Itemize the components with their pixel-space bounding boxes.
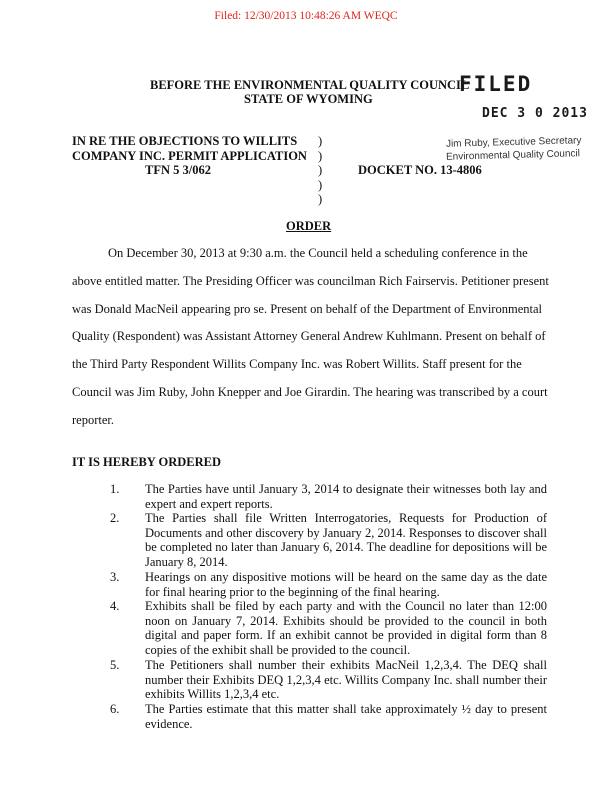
paragraph-line: the Third Party Respondent Willits Company Inc. was Robert Willits. Staff present for the bbox=[72, 357, 522, 371]
order-item-text: The Parties estimate that this matter shall take approximately ½ day to present evidence. bbox=[145, 702, 547, 731]
caption-line1: IN RE THE OBJECTIONS TO WILLITS bbox=[72, 134, 298, 148]
ordered-heading: IT IS HEREBY ORDERED bbox=[72, 455, 221, 469]
caption-line3: TFN 5 3/062 bbox=[145, 163, 211, 177]
stamp-council-name: Environmental Quality Council bbox=[445, 148, 581, 163]
paragraph-line: was Donald MacNeil appearing pro se. Present on behalf of the Department of Environmental bbox=[72, 302, 542, 316]
paragraph-line: On December 30, 2013 at 9:30 a.m. the Council held a scheduling conference in the bbox=[108, 246, 528, 260]
council-heading-line2: STATE OF WYOMING bbox=[244, 92, 373, 106]
stamp-secretary-name: Jim Ruby, Executive Secretary bbox=[445, 135, 582, 150]
caption-paren: ) bbox=[318, 192, 323, 206]
caption-paren: ) bbox=[318, 134, 323, 148]
item-number: 4. bbox=[110, 599, 120, 613]
order-item-text: The Parties have until January 3, 2014 to designate their witnesses both lay and expert and expert reports. bbox=[145, 482, 547, 511]
caption-line2: COMPANY INC. PERMIT APPLICATION bbox=[72, 149, 307, 163]
item-number: 5. bbox=[110, 658, 120, 672]
docket-number: DOCKET NO. 13-4806 bbox=[358, 163, 482, 177]
order-item-text: Hearings on any dispositive motions will be heard on the same day as the date for final hearing prior to the beginning of the final hearing. bbox=[145, 570, 547, 599]
order-title: ORDER bbox=[286, 219, 332, 233]
order-item-text: Exhibits shall be filed by each party and with the Council no later than 12:00 noon on January 7, 2014. Exhibits should be provided to the council in both digital and paper form. If an exhibit cannot be provided in digital form than 8 copies of the exhibit shall be provided to the council. bbox=[145, 599, 547, 657]
item-number: 3. bbox=[110, 570, 120, 584]
council-heading-line1: BEFORE THE ENVIRONMENTAL QUALITY COUNCIL bbox=[150, 78, 470, 92]
paragraph-line: above entitled matter. The Presiding Officer was councilman Rich Fairservis. Petitioner present bbox=[72, 274, 549, 288]
filed-stamp-date: DEC 3 0 2013 bbox=[482, 106, 588, 121]
paragraph-line: reporter. bbox=[72, 413, 114, 427]
filed-stamp: FILED bbox=[459, 72, 533, 96]
electronic-filing-stamp: Filed: 12/30/2013 10:48:26 AM WEQC bbox=[214, 10, 398, 22]
item-number: 2. bbox=[110, 511, 120, 525]
caption-paren: ) bbox=[318, 178, 323, 192]
caption-paren: ) bbox=[318, 149, 323, 163]
item-number: 6. bbox=[110, 702, 120, 716]
order-item-text: The Parties shall file Written Interrogatories, Requests for Production of Documents and other discovery by January 2, 2014. Responses to discover shall be completed no later than January 6, 2014. The deadline for depositions will be January 8, 2014. bbox=[145, 511, 547, 569]
order-item-text: The Petitioners shall number their exhibits MacNeil 1,2,3,4. The DEQ shall number their Exhibits DEQ 1,2,3,4 etc. Willits Company Inc. shall number their exhibits Willits 1,2,3,4 etc. bbox=[145, 658, 547, 702]
paragraph-line: Quality (Respondent) was Assistant Attorney General Andrew Kuhlmann. Present on behalf of bbox=[72, 329, 546, 343]
paragraph-line: Council was Jim Ruby, John Knepper and Joe Girardin. The hearing was transcribed by a court bbox=[72, 385, 548, 399]
item-number: 1. bbox=[110, 482, 120, 496]
caption-paren: ) bbox=[318, 163, 323, 177]
